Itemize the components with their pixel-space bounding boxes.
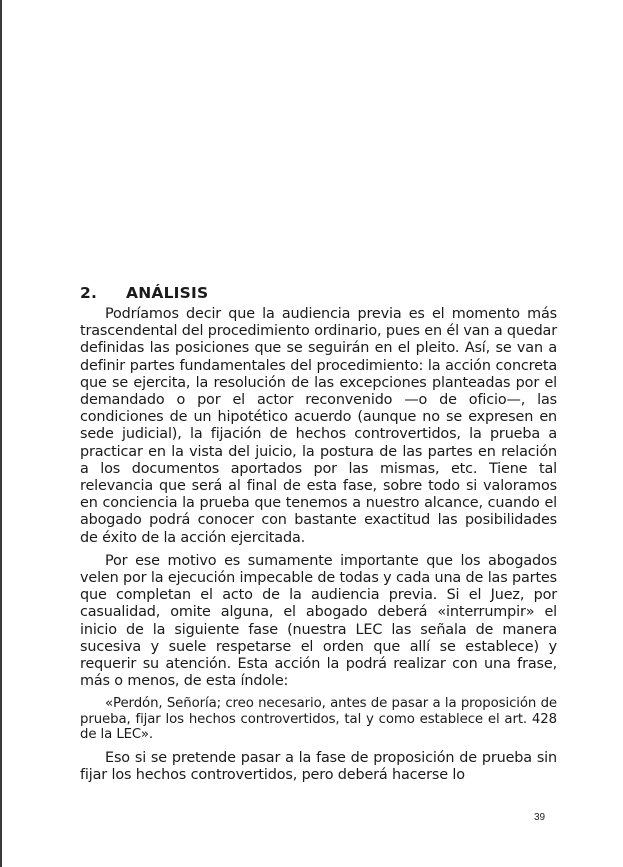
page-left-edge	[0, 0, 2, 867]
section-heading	[80, 283, 557, 303]
paragraph-1: Podríamos decir que la audiencia previa es el momento más trascendental del procedimiento ordinario, pues en él van a quedar definidas las posiciones que se seguirán en el pleito. Así, se van a definir partes fundamentales del procedimiento: la acción concreta que se ejercita, la resolución de las excepciones planteadas por el demandado o por el actor reconvenido —o de oficio—, las condiciones de un hipotético acuerdo (aunque no se expresen en sede judicial), la fijación de hechos controvertidos, la prueba a practicar en la vista del juicio, la postura de las partes en relación a los documentos aportados por las mismas, etc. Tiene tal relevancia que será al final de esta fase, sobre todo si valoramos en conciencia la prueba que tenemos a nuestro alcance, cuando el abogado podrá conocer con bastante exactitud las posibilidades de éxito de la acción ejercitada.	[80, 306, 557, 546]
page-body	[80, 283, 557, 790]
section-title: ANÁLISIS	[126, 284, 209, 302]
section-number: 2.	[80, 284, 98, 302]
paragraph-2: Por ese motivo es sumamente importante que los abogados velen por la ejecución impecable de todas y cada una de las partes que completan el acto de la audiencia previa. Si el Juez, por casualidad, omite alguna, el abogado deberá «interrumpir» el inicio de la siguiente fase (nuestra LEC las señala de manera sucesiva y suele respetarse el orden que allí se establece) y requerir su atención. Esta acción la podrá realizar con una frase, más o menos, de esta índole:	[80, 552, 557, 690]
page-number: 39	[534, 812, 546, 823]
block-quote: «Perdón, Señoría; creo necesario, antes de pasar a la proposición de prueba, fijar los hechos controvertidos, tal y como establece el art. 428 de la LEC».	[80, 696, 557, 743]
paragraph-3: Eso si se pretende pasar a la fase de proposición de prueba sin fijar los hechos controvertidos, pero deberá hacerse lo	[80, 749, 557, 784]
